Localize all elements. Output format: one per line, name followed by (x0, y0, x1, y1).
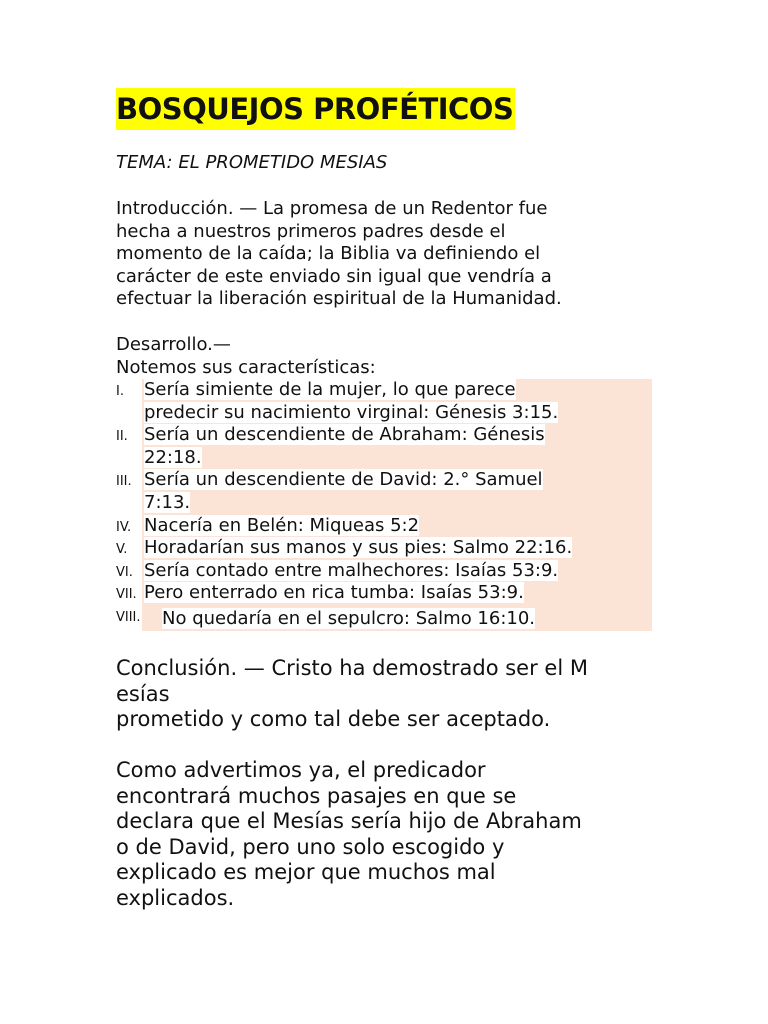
list-item-text: Sería un descendiente de Abraham: Génesis (144, 424, 545, 446)
intro-line: hecha a nuestros primeros padres desde el (116, 220, 506, 242)
intro-line: efectuar la liberación espiritual de la Humanidad. (116, 288, 562, 310)
document-title: BOSQUEJOS PROFÉTICOS (116, 92, 514, 126)
list-item-text: No quedaría en el sepulcro: Salmo 16:10. (162, 607, 536, 629)
list-item-text: 7:13. (144, 491, 191, 513)
tema-line: TEMA: EL PROMETIDO MESIAS (116, 152, 388, 173)
closing-line: explicados. (116, 885, 235, 910)
list-item (116, 560, 652, 583)
conclusion-line: Conclusión. — Cristo ha demostrado ser el M (116, 656, 588, 680)
list-item (116, 469, 652, 514)
list-item (116, 582, 652, 605)
list-item-text: 22:18. (144, 446, 202, 468)
list-item-number: II. (116, 429, 128, 445)
list-item (116, 379, 652, 424)
list-item-text: Sería un descendiente de David: 2.° Samuel (144, 469, 543, 491)
list-item-number: III. (116, 474, 132, 490)
list-item-text: Nacería en Belén: Miqueas 5:2 (144, 514, 420, 536)
list-item-number: VIII. (116, 609, 141, 625)
list-item-text: predecir su nacimiento virginal: Génesis 3:15. (144, 401, 559, 423)
conclusion-paragraph (116, 656, 656, 733)
list-item-text: Pero enterrado en rica tumba: Isaías 53:9. (144, 582, 524, 604)
closing-line: encontrará muchos pasajes en que se (116, 783, 517, 808)
desarrollo-label: Desarrollo.— (116, 334, 231, 355)
list-item (116, 424, 652, 469)
closing-paragraph (116, 758, 656, 912)
list-item-number: V. (116, 542, 128, 558)
list-item-number: VII. (116, 587, 137, 603)
intro-line: carácter de este enviado sin igual que vendría a (116, 265, 552, 287)
closing-line: declara que el Mesías sería hijo de Abraham (116, 809, 582, 834)
development-heading (116, 334, 376, 379)
closing-line: Como advertimos ya, el predicador (116, 758, 486, 782)
intro-line: Introducción. — La promesa de un Redentor fue (116, 198, 548, 219)
list-item (116, 515, 652, 538)
list-item-text: Horadarían sus manos y sus pies: Salmo 22:16. (144, 537, 573, 559)
intro-line: momento de la caída; la Biblia va definiendo el (116, 243, 541, 265)
conclusion-line: esías (116, 681, 170, 706)
closing-line: explicado es mejor que muchos mal (116, 860, 496, 885)
list-item-number: IV. (116, 519, 132, 535)
list-item (116, 605, 652, 631)
notemos-label: Notemos sus características: (116, 356, 376, 378)
closing-line: o de David, pero uno solo escogido y (116, 834, 505, 859)
introduction-paragraph (116, 198, 636, 311)
list-item-text: Sería simiente de la mujer, lo que parece (144, 379, 516, 400)
list-item-text: Sería contado entre malhechores: Isaías 53:9. (144, 559, 559, 581)
list-item-number: I. (116, 384, 124, 399)
title-highlight (116, 88, 515, 130)
list-item-number: VI. (116, 564, 133, 580)
list-item (116, 537, 652, 560)
characteristics-list (116, 379, 652, 631)
conclusion-line: prometido y como tal debe ser aceptado. (116, 707, 551, 731)
